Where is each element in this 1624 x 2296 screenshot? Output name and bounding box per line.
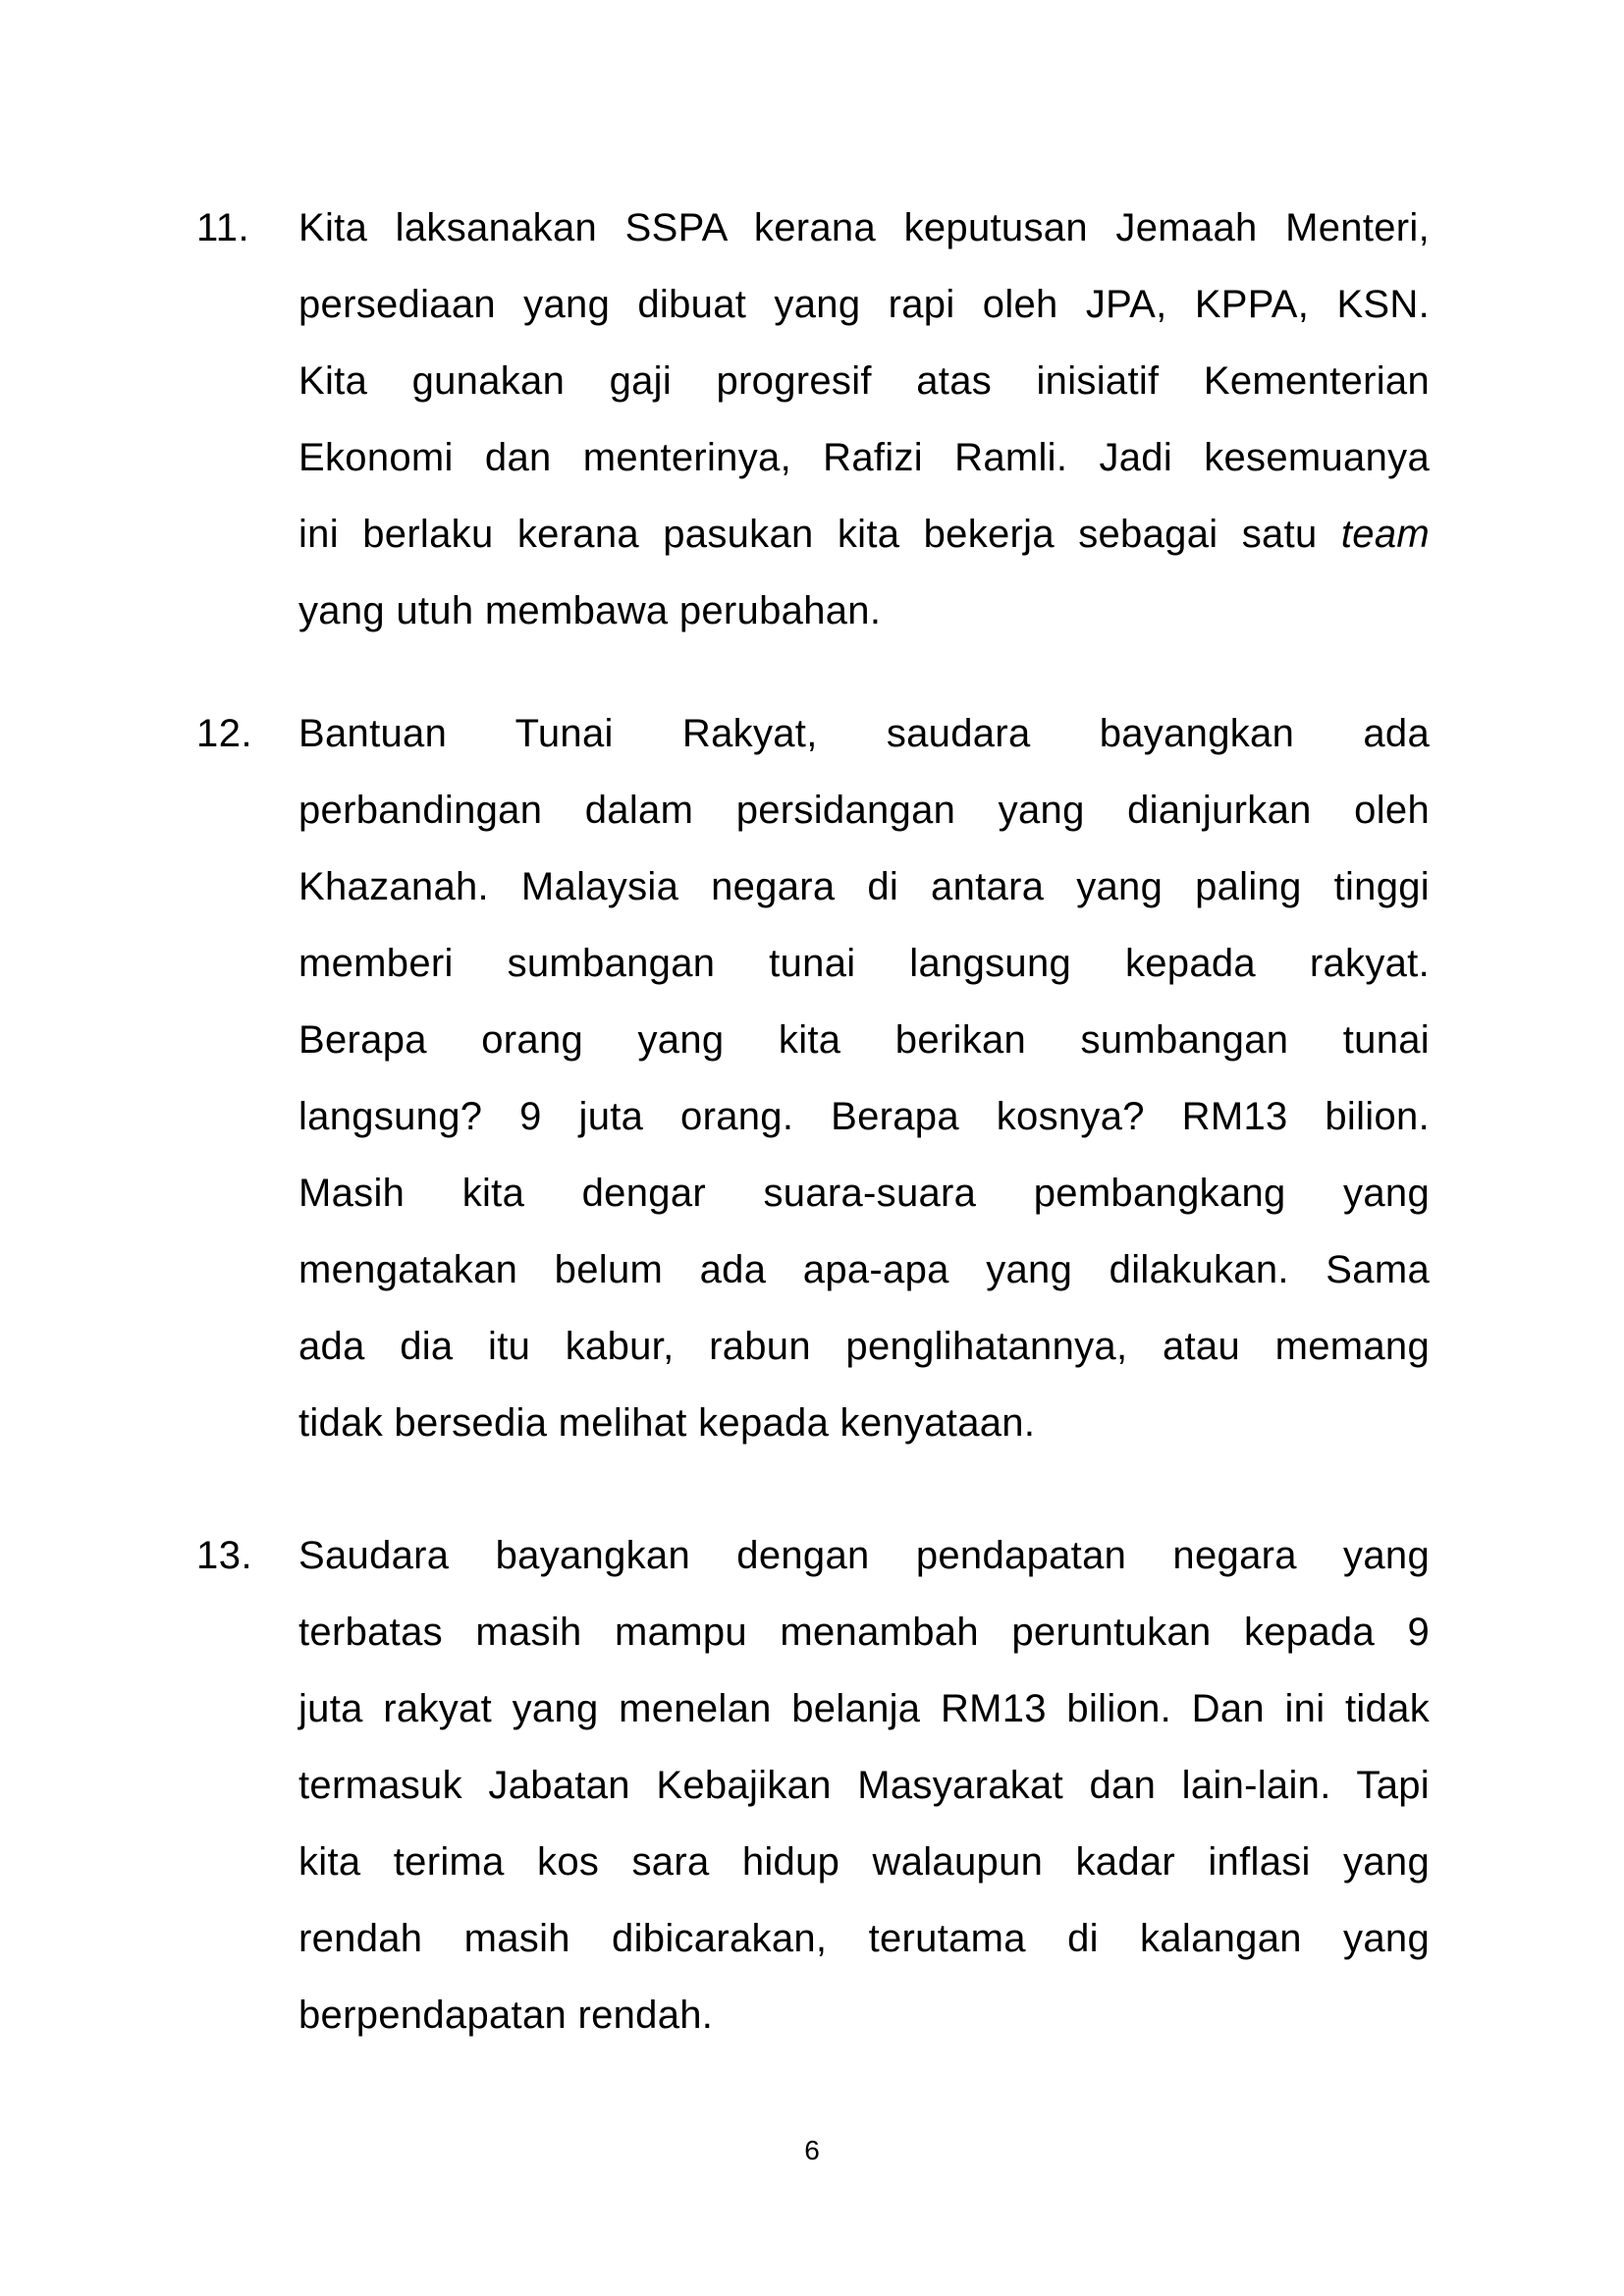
paragraph-line: Saudara bayangkan dengan pendapatan negara yang (298, 1534, 1430, 1577)
paragraph-line: Bantuan Tunai Rakyat, saudara bayangkan ada (298, 712, 1430, 755)
paragraph-line: Berapa orang yang kita berikan sumbangan tunai (298, 1018, 1430, 1062)
paragraph-line: terbatas masih mampu menambah peruntukan kepada 9 (298, 1611, 1430, 1654)
paragraph-line: langsung? 9 juta orang. Berapa kosnya? RM13 bilion. (298, 1095, 1430, 1138)
paragraph-body (298, 190, 1430, 649)
paragraph-line: Kita laksanakan SSPA kerana keputusan Jemaah Menteri, (298, 206, 1430, 249)
paragraph-line: Ekonomi dan menterinya, Rafizi Ramli. Jadi kesemuanya (298, 436, 1430, 479)
paragraph-number: 13. (196, 1534, 253, 1577)
paragraph-line: kita terima kos sara hidup walaupun kadar inflasi yang (298, 1840, 1430, 1884)
paragraph-line: tidak bersedia melihat kepada kenyataan. (298, 1401, 1036, 1445)
paragraph-number: 12. (196, 712, 253, 755)
italic-term: team (1340, 513, 1430, 556)
paragraph-body (298, 1517, 1430, 2053)
paragraph-line: Masih kita dengar suara-suara pembangkang yang (298, 1172, 1430, 1215)
paragraph-body (298, 695, 1430, 1461)
paragraph-line: Kita gunakan gaji progresif atas inisiatif Kementerian (298, 359, 1430, 403)
paragraph-line: termasuk Jabatan Kebajikan Masyarakat dan lain-lain. Tapi (298, 1764, 1430, 1807)
paragraph-line-text: ini berlaku kerana pasukan kita bekerja sebagai satu (298, 513, 1318, 556)
paragraph-line: memberi sumbangan tunai langsung kepada rakyat. (298, 942, 1430, 985)
paragraph-line (298, 496, 1430, 573)
paragraph-line: mengatakan belum ada apa-apa yang dilakukan. Sama (298, 1248, 1430, 1291)
paragraph-line: Khazanah. Malaysia negara di antara yang paling tinggi (298, 865, 1430, 908)
paragraph-line: perbandingan dalam persidangan yang dianjurkan oleh (298, 789, 1430, 832)
paragraph-line: ada dia itu kabur, rabun penglihatannya, atau memang (298, 1325, 1430, 1368)
paragraph-line: yang utuh membawa perubahan. (298, 589, 882, 632)
paragraph-line: persediaan yang dibuat yang rapi oleh JPA, KPPA, KSN. (298, 283, 1430, 326)
paragraph-line: berpendapatan rendah. (298, 1994, 714, 2037)
paragraph-line: juta rakyat yang menelan belanja RM13 bilion. Dan ini tidak (298, 1687, 1430, 1730)
paragraph-line: rendah masih dibicarakan, terutama di kalangan yang (298, 1917, 1430, 1960)
paragraph-number: 11. (196, 206, 250, 249)
page-number: 6 (804, 2135, 820, 2165)
